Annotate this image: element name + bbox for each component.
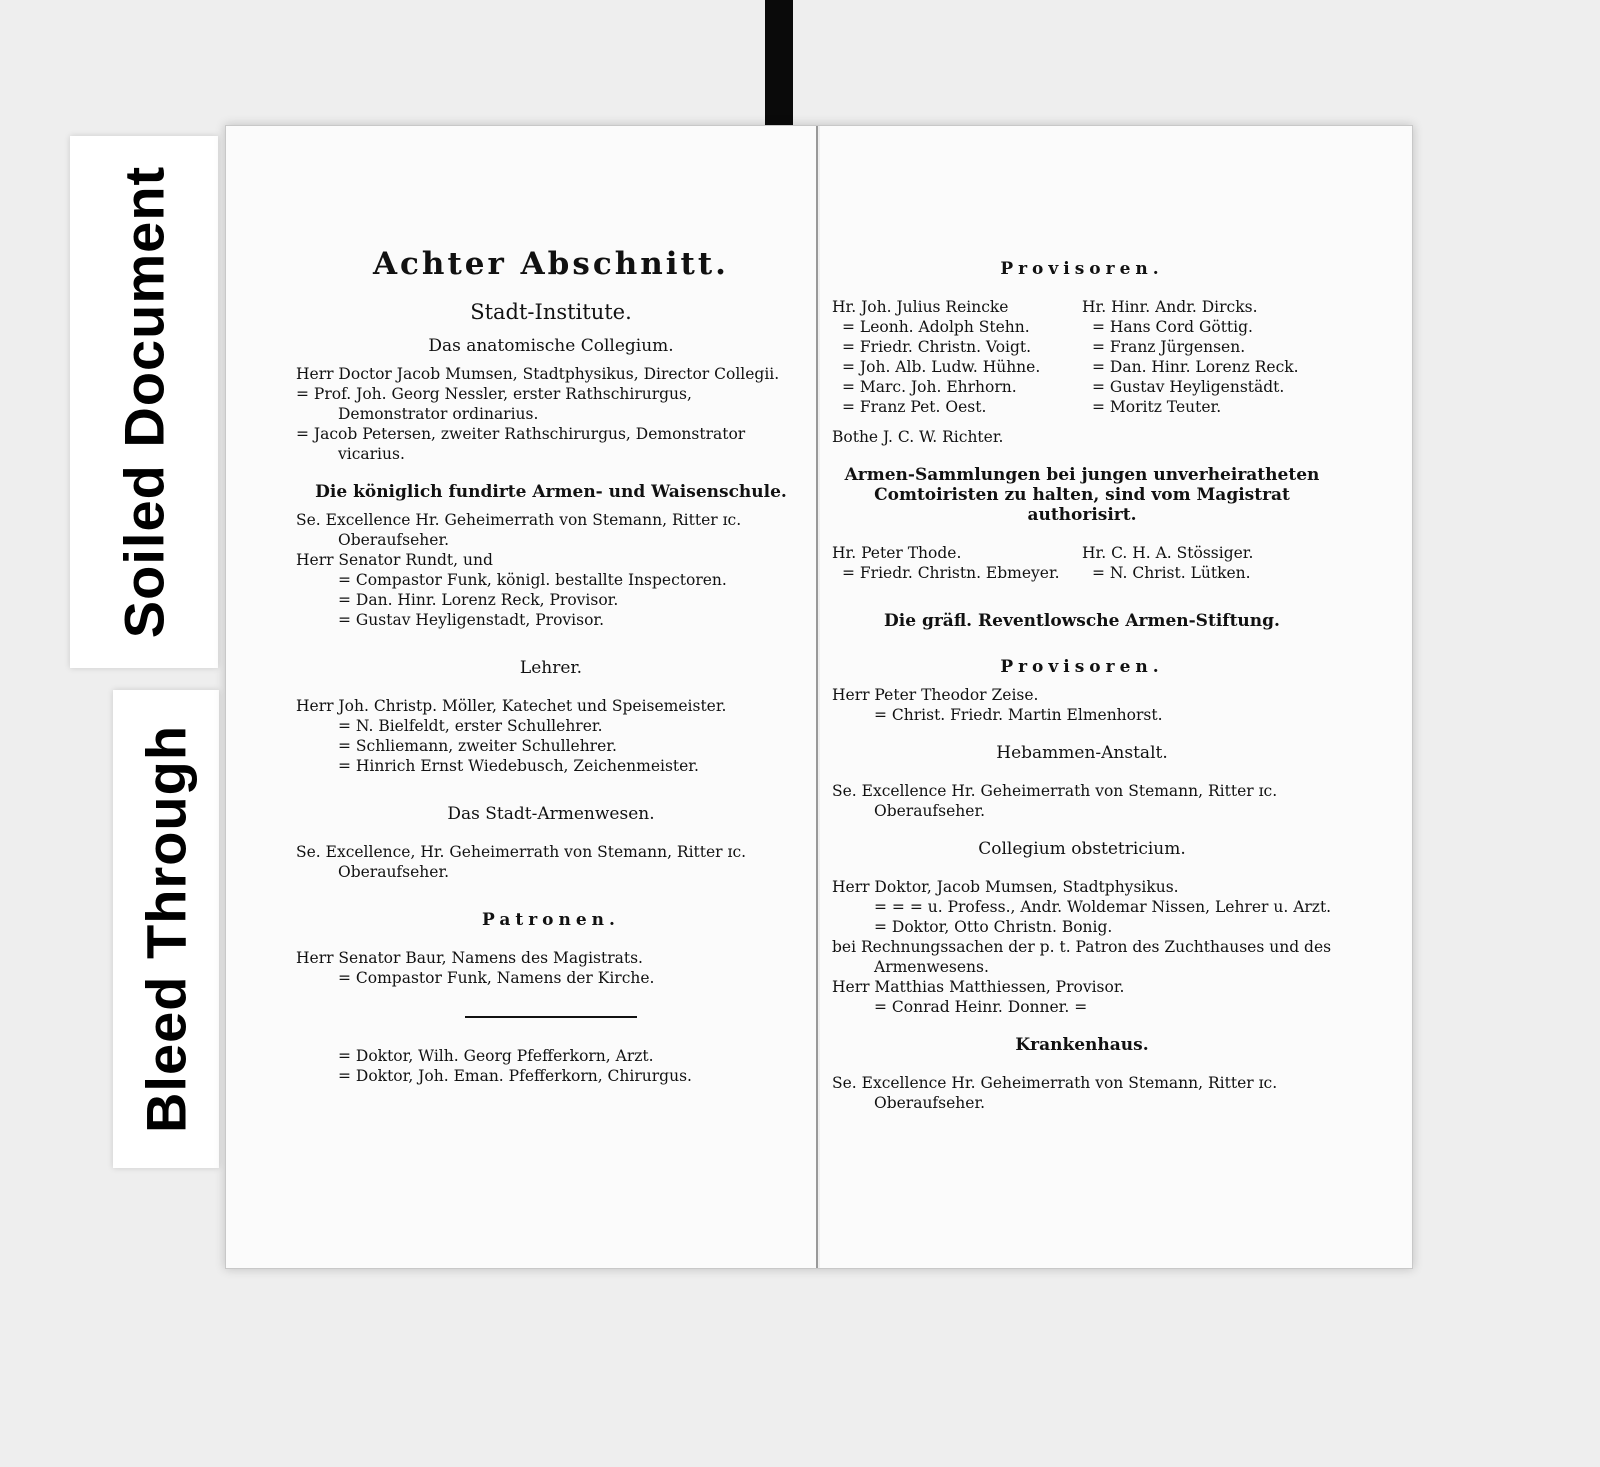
- list-item: = Doktor, Wilh. Georg Pfefferkorn, Arzt.: [338, 1047, 654, 1065]
- soiled-document-label: [70, 136, 218, 668]
- list-item: = Conrad Heinr. Donner. =: [874, 998, 1088, 1016]
- patronen-heading: Patronen.: [482, 910, 620, 930]
- chapter-title: Achter Abschnitt.: [373, 246, 729, 282]
- list-item: Hr. Peter Thode.: [832, 544, 962, 562]
- list-item: Hr. C. H. A. Stössiger.: [1082, 544, 1254, 562]
- list-item: = Christ. Friedr. Martin Elmenhorst.: [874, 706, 1163, 724]
- list-item: = N. Bielfeldt, erster Schullehrer.: [338, 717, 603, 735]
- list-item: = Gustav Heyligenstadt, Provisor.: [338, 611, 605, 629]
- list-item: = Marc. Joh. Ehrhorn.: [842, 378, 1017, 396]
- section-title: Stadt-Institute.: [470, 300, 632, 324]
- list-item: bei Rechnungssachen der p. t. Patron des Zuchthauses und des Armenwesens.: [832, 938, 1332, 976]
- right-page-content: [832, 259, 1332, 1113]
- list-item: = Doktor, Joh. Eman. Pfefferkorn, Chirurgus.: [338, 1067, 692, 1085]
- left-page: [226, 126, 818, 1268]
- list-item: Se. Excellence Hr. Geheimerrath von Stemann, Ritter ɪc. Oberaufseher.: [832, 1074, 1278, 1112]
- list-item: = Dan. Hinr. Lorenz Reck, Provisor.: [338, 591, 619, 609]
- stiftung-heading: Die gräfl. Reventlowsche Armen-Stiftung.: [884, 611, 1280, 631]
- list-item: = Doktor, Otto Christn. Bonig.: [874, 918, 1113, 936]
- list-item: = Joh. Alb. Ludw. Hühne.: [842, 358, 1041, 376]
- list-item: = Compastor Funk, Namens der Kirche.: [338, 969, 655, 987]
- book-spread: [225, 125, 1413, 1269]
- list-item: Hr. Joh. Julius Reincke: [832, 298, 1009, 316]
- right-page: [820, 126, 1412, 1268]
- list-item: Hr. Hinr. Andr. Dircks.: [1082, 298, 1258, 316]
- list-item: Se. Excellence Hr. Geheimerrath von Stemann, Ritter ɪc. Oberaufseher.: [832, 782, 1278, 820]
- list-item: = Leonh. Adolph Stehn.: [842, 318, 1030, 336]
- lehrer-heading: Lehrer.: [519, 658, 583, 678]
- list-item: Herr Doktor, Jacob Mumsen, Stadtphysikus.: [832, 878, 1179, 896]
- obstetricium-heading: Collegium obstetricium.: [978, 839, 1186, 859]
- bleed-through-text: Bleed Through: [134, 724, 198, 1134]
- sammlungen-list: [832, 543, 1332, 583]
- armenwesen-heading: Das Stadt-Armenwesen.: [447, 804, 655, 824]
- list-item: Herr Peter Theodor Zeise.: [832, 686, 1039, 704]
- list-item: = Jacob Petersen, zweiter Rathschirurgus, Demonstrator vicarius.: [296, 425, 746, 463]
- sammlungen-heading: Armen-Sammlungen bei jungen unverheiratheten Comtoiristen zu halten, sind vom Magistrat authorisirt.: [844, 465, 1320, 525]
- list-item: = Friedr. Christn. Voigt.: [842, 338, 1032, 356]
- list-item: Herr Matthias Matthiessen, Provisor.: [832, 978, 1125, 996]
- list-item: = Gustav Heyligenstädt.: [1092, 378, 1285, 396]
- krankenhaus-heading: Krankenhaus.: [1015, 1035, 1149, 1055]
- left-page-content: [296, 246, 806, 1086]
- bothe-line: Bothe J. C. W. Richter.: [832, 428, 1004, 446]
- list-item: = = = u. Profess., Andr. Woldemar Nissen, Lehrer u. Arzt.: [874, 898, 1332, 916]
- list-item: = Prof. Joh. Georg Nessler, erster Rathschirurgus, Demonstrator ordinarius.: [296, 385, 692, 423]
- list-item: Herr Senator Rundt, und: [296, 551, 493, 569]
- list-item: Herr Joh. Christp. Möller, Katechet und Speisemeister.: [296, 697, 727, 715]
- provisoren-heading: Provisoren.: [1000, 259, 1164, 279]
- list-item: = Moritz Teuter.: [1092, 398, 1222, 416]
- list-item: = Franz Pet. Oest.: [842, 398, 987, 416]
- list-item: Herr Senator Baur, Namens des Magistrats.: [296, 949, 643, 967]
- list-item: Herr Doctor Jacob Mumsen, Stadtphysikus, Director Collegii.: [296, 365, 780, 383]
- list-item: = Friedr. Christn. Ebmeyer.: [842, 564, 1060, 582]
- waisenschule-heading: Die königlich fundirte Armen- und Waisenschule.: [315, 482, 787, 502]
- list-item: = Schliemann, zweiter Schullehrer.: [338, 737, 617, 755]
- list-item: = Franz Jürgensen.: [1092, 338, 1246, 356]
- anatomisch-heading: Das anatomische Collegium.: [428, 336, 674, 356]
- list-item: = N. Christ. Lütken.: [1092, 564, 1251, 582]
- list-item: = Hinrich Ernst Wiedebusch, Zeichenmeister.: [338, 757, 699, 775]
- provisoren-2-heading: Provisoren.: [1000, 657, 1164, 677]
- list-item: Se. Excellence Hr. Geheimerrath von Stemann, Ritter ɪc. Oberaufseher.: [296, 511, 742, 549]
- list-item: = Dan. Hinr. Lorenz Reck.: [1092, 358, 1299, 376]
- bleed-through-label: [113, 690, 219, 1168]
- hebammen-heading: Hebammen-Anstalt.: [996, 743, 1168, 763]
- list-item: Se. Excellence, Hr. Geheimerrath von Stemann, Ritter ɪc. Oberaufseher.: [296, 843, 747, 881]
- list-item: = Hans Cord Göttig.: [1092, 318, 1253, 336]
- provisoren-list: [832, 297, 1332, 417]
- soiled-document-text: Soiled Document: [112, 165, 176, 639]
- list-item: = Compastor Funk, königl. bestallte Inspectoren.: [338, 571, 727, 589]
